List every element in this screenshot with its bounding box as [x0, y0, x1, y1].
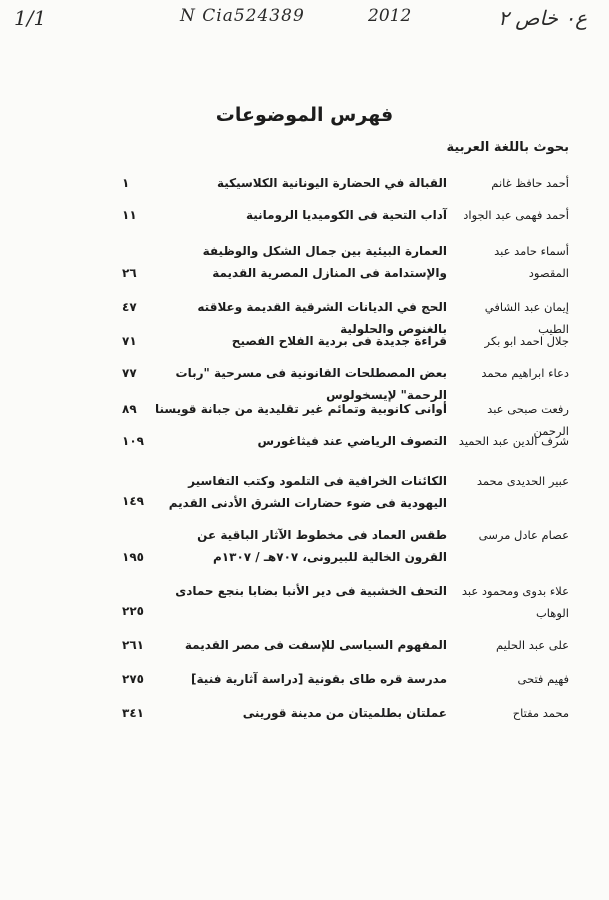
entry-author: أسماء حامد عبد المقصود	[494, 244, 569, 280]
entry-author: عبير الحديدى محمد	[476, 474, 569, 488]
entry-author: شرف الدين عبد الحميد	[458, 434, 569, 448]
entry-page-number: ١٩٥	[122, 550, 144, 564]
entry-topic: الحج في الديانات الشرقية القديمة وعلاقته بالغنوص والحلولية	[197, 300, 447, 336]
entry-page-number: ٢٦	[122, 266, 137, 280]
entry-author: علاء بدوى ومحمود عبد الوهاب	[461, 584, 569, 620]
entry-topic: العمارة البيئية بين جمال الشكل والوظيفة والإستدامة فى المنازل المصرية القديمة	[202, 244, 447, 280]
section-heading: بحوث باللغة العربية	[446, 140, 569, 155]
entry-page-number: ٢٦١	[122, 638, 144, 652]
entry-topic: طقس العماد فى مخطوط الآثار الباقية عن القرون الخالية للبيرونى، ٧٠٧هـ / ١٣٠٧م	[197, 528, 447, 564]
entry-author: محمد مفتاح	[512, 706, 569, 720]
handwritten-code: N Cia524389	[180, 6, 305, 26]
entry-page-number: ٢٧٥	[122, 672, 144, 686]
entry-author: على عبد الحليم	[496, 638, 569, 652]
entry-topic: القبالة في الحضارة اليونانية الكلاسيكية	[216, 176, 447, 190]
entry-topic: التصوف الرياضي عند فيثاغورس	[257, 434, 447, 448]
page-title: فهرس الموضوعات	[215, 104, 394, 126]
entry-page-number: ٣٤١	[122, 706, 144, 720]
entry-author: فهيم فتحى	[517, 672, 569, 686]
entry-topic: أوانى كانوبية وتمائم غير تقليدية من جبانة قويسنا	[155, 402, 447, 416]
entry-topic: عملتان بطلميتان من مدينة قورينى	[242, 706, 447, 720]
entry-page-number: ١٤٩	[122, 494, 144, 508]
handwritten-note: ع٠ خاص ٢	[498, 6, 587, 30]
entry-page-number: ٤٧	[122, 300, 137, 314]
entry-author: إيمان عبد الشافي الطيب	[484, 300, 569, 336]
entry-author: عصام عادل مرسى	[478, 528, 569, 542]
entry-page-number: ١	[122, 176, 130, 190]
entry-topic: الكائنات الخرافية فى التلمود وكتب التفاسير اليهودية فى ضوء حضارات الشرق الأدنى القديم	[168, 474, 447, 510]
entry-author: رفعت صبحى عبد الرحمن	[487, 402, 569, 438]
entry-topic: مدرسة قره طاى بقونية [دراسة آثارية فنية]	[191, 672, 447, 686]
entry-topic: بعض المصطلحات القانونية فى مسرحية "ربات الرحمة" لإيسخولوس	[175, 366, 447, 402]
entry-page-number: ٢٢٥	[122, 604, 144, 618]
handwritten-page-mark: 1/1	[14, 6, 47, 30]
entry-topic: المفهوم السياسى للإسفت فى مصر القديمة	[184, 638, 447, 652]
entry-author: أحمد فهمى عبد الجواد	[463, 208, 569, 222]
entry-page-number: ١٠٩	[122, 434, 144, 448]
handwritten-year: 2012	[368, 6, 412, 26]
entry-page-number: ٧٧	[122, 366, 137, 380]
entry-topic: قراءة جديدة فى بردية الفلاح الفصيح	[231, 334, 447, 348]
entry-page-number: ٨٩	[122, 402, 137, 416]
entry-page-number: ١١	[122, 208, 137, 222]
entry-page-number: ٧١	[122, 334, 137, 348]
entry-author: دعاء ابراهيم محمد	[481, 366, 569, 380]
entry-author: جلال احمد ابو بكر	[484, 334, 569, 348]
entry-author: أحمد حافظ غانم	[491, 176, 569, 190]
entry-topic: التحف الخشبية فى دير الأنبا بضابا بنجع حمادى	[175, 584, 447, 598]
entry-topic: آداب التحية فى الكوميديا الرومانية	[245, 208, 447, 222]
